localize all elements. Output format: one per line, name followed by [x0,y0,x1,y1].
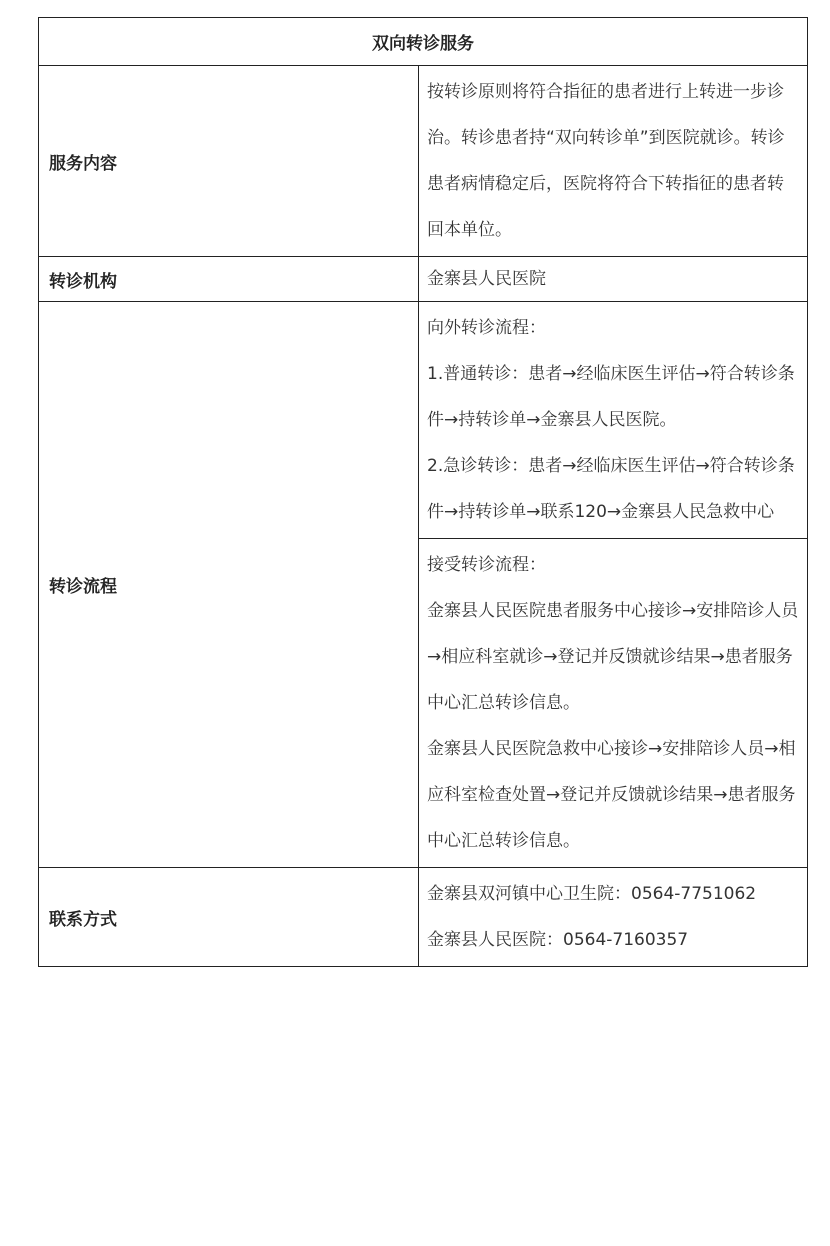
service-content-label: 服务内容 [39,66,419,257]
contact-row [39,868,808,967]
contact-line-county-hospital: 金寨县人民医院：0564-7160357 [427,930,689,950]
outward-process-heading: 向外转诊流程： [427,318,546,338]
outward-process-item-regular: 1.普通转诊：患者→经临床医生评估→符合转诊条件→持转诊单→金寨县人民医院。 [427,364,795,430]
title-row [39,18,808,66]
outward-process-cell [419,302,808,539]
inward-process-cell [419,539,808,868]
institution-row [39,257,808,302]
table-title: 双向转诊服务 [39,18,808,66]
contact-label: 联系方式 [39,868,419,967]
service-content-text: 按转诊原则将符合指征的患者进行上转进一步诊治。转诊患者持“双向转诊单”到医院就诊。转诊患者病情稳定后，医院将符合下转指征的患者转回本单位。 [427,82,785,240]
institution-label: 转诊机构 [39,257,419,302]
contact-value [419,868,808,967]
contact-line-township-hospital: 金寨县双河镇中心卫生院：0564-7751062 [427,884,757,904]
service-content-row [39,66,808,257]
process-label: 转诊流程 [39,302,419,868]
inward-process-heading: 接受转诊流程： [427,555,546,575]
inward-process-item-emergency-center: 金寨县人民医院急救中心接诊→安排陪诊人员→相应科室检查处置→登记并反馈就诊结果→患者服务中心汇总转诊信息。 [427,739,796,851]
institution-value: 金寨县人民医院 [419,257,808,302]
outward-process-item-emergency: 2.急诊转诊：患者→经临床医生评估→符合转诊条件→持转诊单→联系120→金寨县人民急救中心 [427,456,795,522]
referral-service-table [38,17,808,967]
inward-process-item-service-center: 金寨县人民医院患者服务中心接诊→安排陪诊人员→相应科室就诊→登记并反馈就诊结果→患者服务中心汇总转诊信息。 [427,601,799,713]
service-content-value [419,66,808,257]
process-row-outward [39,302,808,539]
